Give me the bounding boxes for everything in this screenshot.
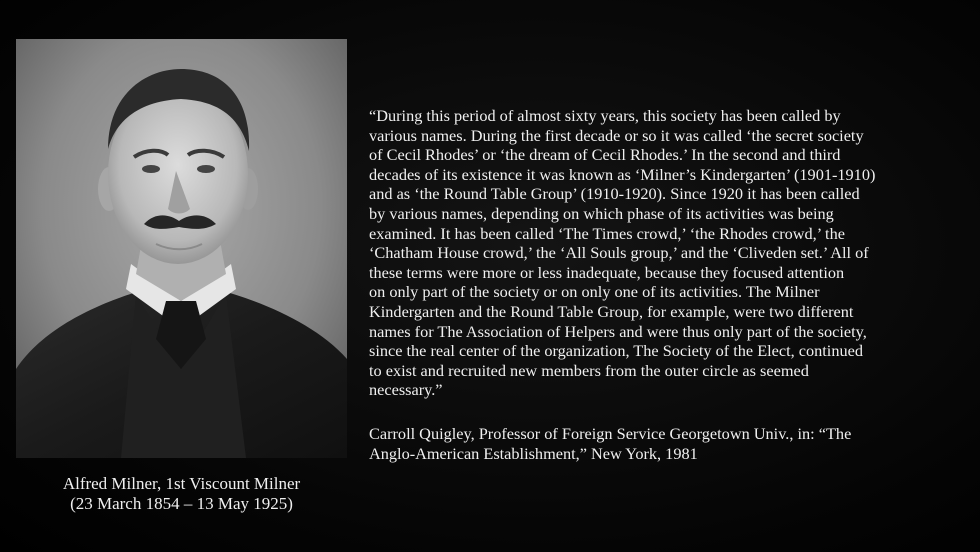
quote-line: decades of its existence it was known as ‘Milner’s Kindergarten’ (1901-1910) (369, 164, 876, 184)
quote-line: examined. It has been called ‘The Times crowd,’ ‘the Rhodes crowd,’ the (369, 223, 845, 243)
quote-line: these terms were more or less inadequate, because they focused attention (369, 262, 845, 282)
attribution-line: Anglo-American Establishment,” New York, 1981 (369, 443, 698, 463)
quote-line: of Cecil Rhodes’ or ‘the dream of Cecil Rhodes.’ In the second and third (369, 145, 841, 165)
quote-line: since the real center of the organization, The Society of the Elect, continued (369, 341, 863, 361)
portrait-photo (16, 39, 347, 458)
attribution-line: Carroll Quigley, Professor of Foreign Service Georgetown Univ., in: “The (369, 424, 852, 443)
caption-dates: (23 March 1854 – 13 May 1925) (70, 494, 293, 513)
quote-line: ‘Chatham House crowd,’ the ‘All Souls group,’ and the ‘Cliveden set.’ All of (369, 243, 869, 263)
quote-attribution (369, 424, 969, 463)
portrait-caption (16, 474, 347, 514)
quote-text (369, 106, 969, 400)
quote-line: Kindergarten and the Round Table Group, for example, were two different (369, 301, 854, 321)
quote-line: on only part of the society or on only one of its activities. The Milner (369, 282, 820, 302)
caption-name: Alfred Milner, 1st Viscount Milner (62, 474, 301, 493)
quote-line: various names. During the first decade or so it was called ‘the secret society (369, 125, 864, 145)
quote-line: names for The Association of Helpers and were thus only part of the society, (369, 321, 867, 341)
quote-line: “During this period of almost sixty years, this society has been called by (369, 106, 841, 125)
quote-line: necessary.” (369, 380, 443, 400)
quote-line: and as ‘the Round Table Group’ (1910-1920). Since 1920 it has been called (369, 184, 860, 204)
quote-line: to exist and recruited new members from the outer circle as seemed (369, 360, 809, 380)
quote-line: by various names, depending on which phase of its activities was being (369, 203, 834, 223)
portrait-illustration (16, 39, 347, 458)
